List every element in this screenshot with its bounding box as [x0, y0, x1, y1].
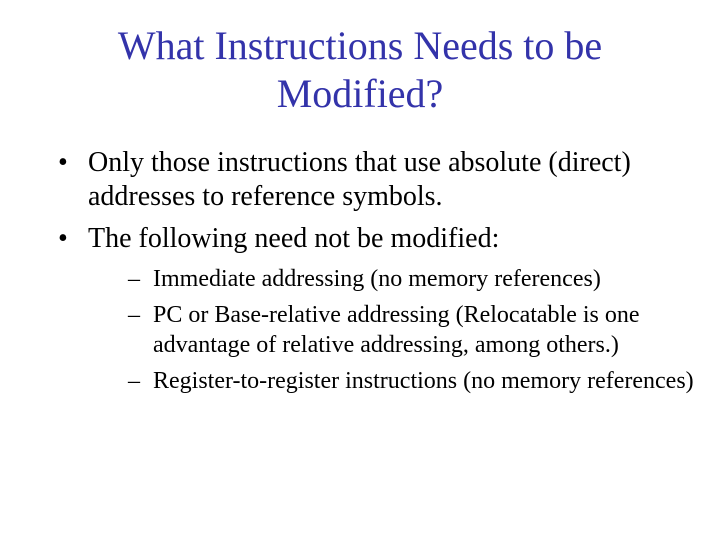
sub-bullet-item — [128, 366, 694, 396]
bullet-marker: • — [58, 147, 68, 178]
bullet-text: The following need not be modified: — [88, 223, 500, 254]
sub-bullet-marker: – — [128, 302, 140, 328]
title-line-2: Modified? — [276, 71, 444, 116]
slide-title — [60, 22, 660, 118]
sub-bullet-item — [128, 264, 694, 294]
bullet-item — [54, 146, 694, 214]
sub-bullet-text: Immediate addressing (no memory references) — [153, 266, 601, 292]
sub-bullet-list — [88, 264, 694, 396]
sub-bullet-text: Register-to-register instructions (no memory references) — [153, 368, 694, 394]
sub-bullet-marker: – — [128, 266, 140, 292]
sub-bullet-text: PC or Base-relative addressing (Relocatable is one advantage of relative addressing, among others.) — [153, 302, 640, 358]
bullet-text: Only those instructions that use absolute (direct) addresses to reference symbols. — [88, 147, 631, 212]
sub-bullet-marker: – — [128, 368, 140, 394]
bullet-marker: • — [58, 223, 68, 254]
slide-body — [54, 146, 694, 404]
title-line-1: What Instructions Needs to be — [117, 23, 603, 68]
sub-bullet-item — [128, 300, 694, 360]
bullet-item — [54, 222, 694, 396]
